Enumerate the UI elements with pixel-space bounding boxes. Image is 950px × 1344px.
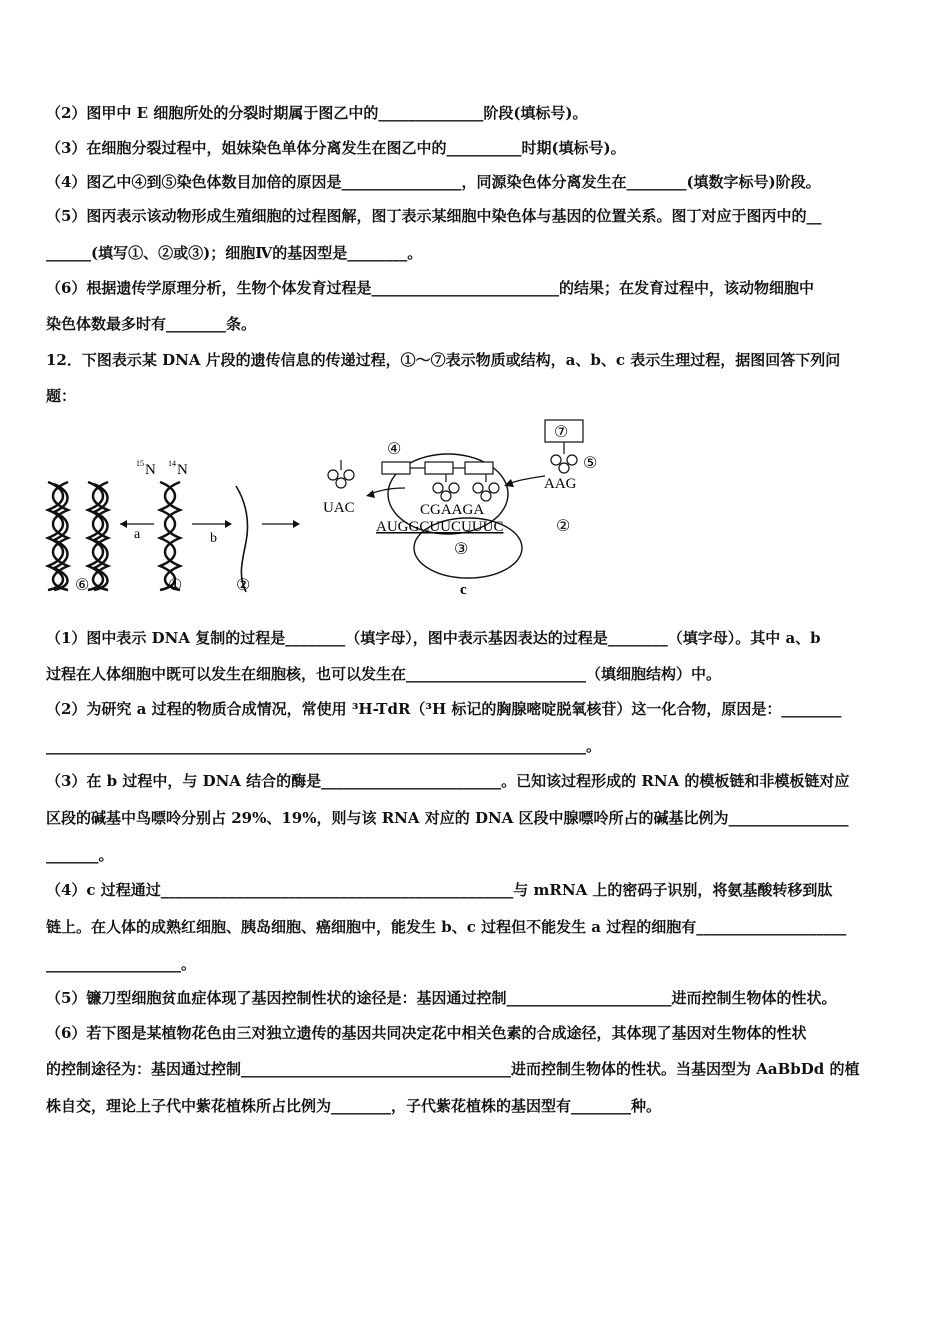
- line-12-6c: 株自交，理论上子代中紫花植株所占比例为________，子代紫花植株的基因型有________种。: [46, 1097, 662, 1115]
- line-11-2: （2）图甲中 E 细胞所处的分裂时期属于图乙中的______________阶段(填标号)。: [46, 104, 588, 122]
- arrow-trna-exit-head: [366, 490, 375, 498]
- trna-free-uac: [328, 460, 354, 488]
- line-12-3c: _______。: [46, 846, 114, 864]
- line-12-1b: 过程在人体细胞中既可以发生在细胞核，也可以发生在________________________（填细胞结构）中。: [46, 665, 722, 683]
- label-15n-sup: 15: [136, 459, 144, 468]
- trna-incoming-5: [551, 450, 577, 473]
- label-circle-5: ⑤: [583, 455, 598, 472]
- line-11-6a: （6）根据遗传学原理分析，生物个体发育过程是_________________________的结果；在发育过程中，该动物细胞中: [46, 279, 814, 297]
- arrow-b-head: [225, 520, 232, 528]
- line-11-4: （4）图乙中④到⑤染色体数目加倍的原因是________________，同源染色体分离发生在________(填数字标号)阶段。: [46, 173, 821, 191]
- line-12-3a: （3）在 b 过程中，与 DNA 结合的酶是________________________。已知该过程形成的 RNA 的模板链和非模板链对应: [46, 772, 850, 790]
- line-12-5: （5）镰刀型细胞贫血症体现了基因控制性状的途径是：基因通过控制______________________进而控制生物体的性状。: [46, 989, 837, 1007]
- label-14n: N: [177, 462, 188, 478]
- label-circle-4: ④: [387, 441, 402, 458]
- anticodon-aag: AAG: [544, 476, 577, 492]
- line-12-3b: 区段的碱基中鸟嘌呤分别占 29%、19%，则与该 RNA 对应的 DNA 区段中腺嘌呤所占的碱基比例为________________: [46, 809, 849, 827]
- question-12-stem-a: 12．下图表示某 DNA 片段的遗传信息的传递过程，①～⑦表示物质或结构，a、b、c 表示生理过程，据图回答下列问: [46, 351, 841, 369]
- arrow-trna-enter: [508, 476, 545, 484]
- label-14n-sup: 14: [168, 459, 176, 468]
- dna-helix-6b: [88, 482, 108, 590]
- arrow-a-head: [120, 520, 127, 528]
- line-12-4a: （4）c 过程通过_______________________________________________与 mRNA 上的密码子识别，将氨基酸转移到肽: [46, 881, 833, 899]
- mrna-sequence: AUGGCUUCUUUC: [376, 519, 504, 535]
- line-11-5a: （5）图丙表示该动物形成生殖细胞的过程图解，图丁表示某细胞中染色体与基因的位置关系。图丁对应于图丙中的__: [46, 207, 822, 225]
- line-12-1a: （1）图中表示 DNA 复制的过程是________（填字母），图中表示基因表达的过程是________（填字母）。其中 a、b: [46, 629, 821, 647]
- label-circle-1: ①: [168, 577, 183, 594]
- label-circle-2-left: ②: [236, 577, 251, 594]
- label-circle-2-right: ②: [556, 518, 571, 535]
- peptide-chain-4: [382, 462, 410, 474]
- arrow-to-ribosome-head: [293, 520, 300, 528]
- line-11-3: （3）在细胞分裂过程中，姐妹染色单体分离发生在图乙中的__________时期(填标号)。: [46, 139, 626, 157]
- anticodons-cgaaga: CGAAGA: [420, 502, 485, 518]
- line-11-6b: 染色体数最多时有________条。: [46, 315, 257, 333]
- amino-acid-2: [465, 462, 493, 474]
- line-12-6b: 的控制途径为：基因通过控制____________________________________进而控制生物体的性状。当基因型为 AaBbDd 的植: [46, 1060, 860, 1078]
- line-12-4b: 链上。在人体的成熟红细胞、胰岛细胞、癌细胞中，能发生 b、c 过程但不能发生 a 过程的细胞有____________________: [46, 918, 847, 936]
- gene-expression-diagram: [40, 418, 640, 603]
- label-circle-6: ⑥: [75, 577, 90, 594]
- line-12-2a: （2）为研究 a 过程的物质合成情况，常使用 ³H-TdR（³H 标记的胸腺嘧啶脱氧核苷）这一化合物，原因是：________: [46, 700, 842, 718]
- label-c: c: [460, 582, 467, 598]
- line-12-4c: __________________。: [46, 955, 197, 973]
- dna-helix-6: [48, 482, 68, 590]
- line-12-6a: （6）若下图是某植物花色由三对独立遗传的基因共同决定花中相关色素的合成途径，其体现了基因对生物体的性状: [46, 1024, 807, 1042]
- amino-acid-1: [425, 462, 453, 474]
- dna-helix-1: [160, 482, 180, 590]
- label-a: a: [134, 527, 141, 542]
- label-circle-7: ⑦: [554, 424, 569, 441]
- label-15n: N: [145, 462, 156, 478]
- line-12-2b: ________________________________________________________________________。: [46, 737, 602, 755]
- label-circle-3: ③: [454, 541, 469, 558]
- trna-on-ribosome-2: [473, 474, 499, 501]
- anticodon-uac: UAC: [323, 500, 355, 516]
- label-b: b: [210, 531, 217, 546]
- trna-on-ribosome-1: [433, 474, 459, 501]
- line-11-5b: ______(填写①、②或③)；细胞Ⅳ的基因型是________。: [46, 244, 423, 262]
- question-12-stem-b: 题：: [46, 387, 77, 405]
